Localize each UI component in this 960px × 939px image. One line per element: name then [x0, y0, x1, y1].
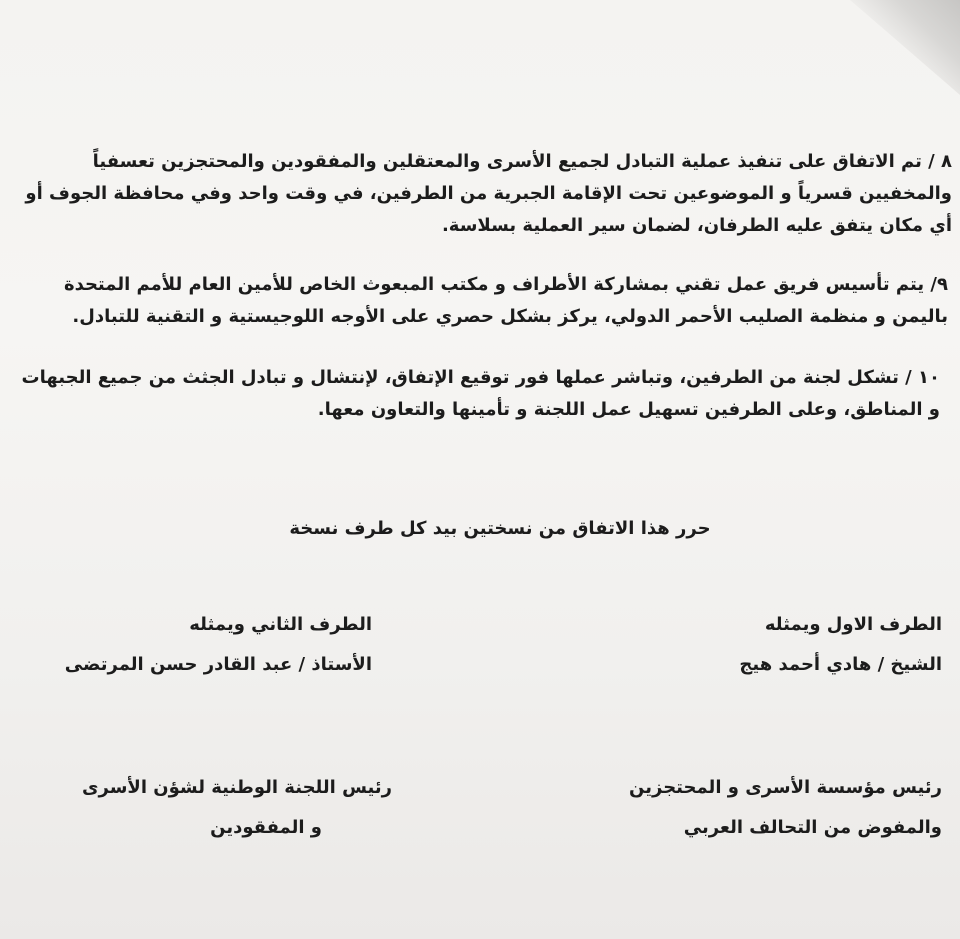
agreement-copies-note: حرر هذا الاتفاق من نسختين بيد كل طرف نسخة	[289, 518, 711, 539]
clause-9-line-2: باليمن و منظمة الصليب الأحمر الدولي، يركز بشكل حصري على الأوجه اللوجيستية و التقنية للتبادل.	[72, 306, 948, 327]
first-party-role	[629, 772, 942, 844]
second-party-heading: الطرف الثاني ويمثله	[189, 614, 372, 635]
second-party-block	[65, 609, 372, 681]
clause-10-line-2: و المناطق، وعلى الطرفين تسهيل عمل اللجنة و تأمينها والتعاون معها.	[317, 399, 940, 420]
first-party-name: الشيخ / هادي أحمد هيج	[739, 654, 942, 675]
first-party-role-line-2: والمفوض من التحالف العربي	[683, 817, 942, 838]
first-party-heading: الطرف الاول ويمثله	[764, 614, 942, 635]
clause-10	[22, 362, 940, 426]
first-party-block	[739, 609, 942, 681]
clause-8-line-3: أي مكان يتفق عليه الطرفان، لضمان سير العملية بسلاسة.	[441, 215, 952, 236]
second-party-role-line-1: رئيس اللجنة الوطنية لشؤن الأسرى	[82, 777, 392, 798]
clause-8-line-2: والمخفيين قسرياً و الموضوعين تحت الإقامة الجبرية من الطرفين، في وقت واحد وفي محافظة الجوف أو	[25, 183, 952, 204]
second-party-name: الأستاذ / عبد القادر حسن المرتضى	[64, 654, 372, 675]
clause-9-line-1: ٩/ يتم تأسيس فريق عمل تقني بمشاركة الأطراف و مكتب المبعوث الخاص للأمين العام للأمم المتحدة	[63, 274, 948, 295]
first-party-role-line-1: رئيس مؤسسة الأسرى و المحتجزين	[629, 777, 942, 798]
clause-8-line-1: ٨ / تم الاتفاق على تنفيذ عملية التبادل لجميع الأسرى والمعتقلين والمفقودين والمحتجزين تعسفياً	[92, 151, 952, 172]
second-party-role	[82, 772, 392, 844]
page-corner-shadow	[850, 0, 960, 95]
clause-8	[25, 146, 952, 242]
clause-9	[64, 269, 948, 333]
second-party-role-line-2: و المفقودين	[210, 817, 322, 838]
clause-10-line-1: ١٠ / تشكل لجنة من الطرفين، وتباشر عملها فور توقيع الإتفاق، لإنتشال و تبادل الجثث من جميع الجبهات	[21, 367, 940, 388]
